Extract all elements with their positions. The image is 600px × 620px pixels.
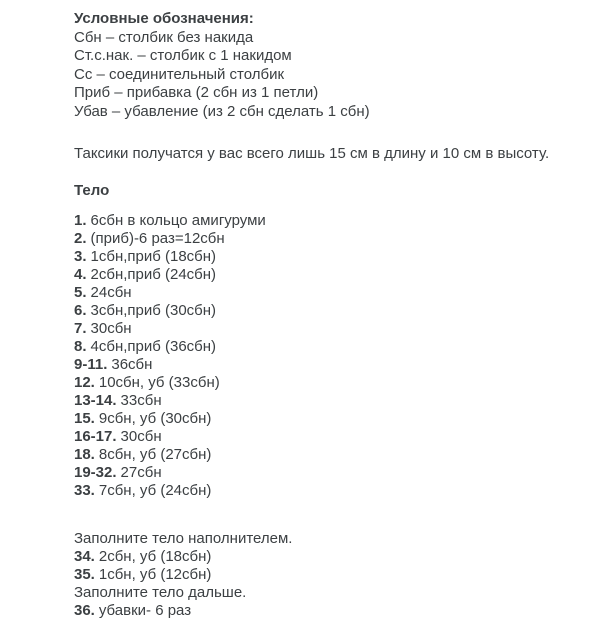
legend-item: Приб – прибавка (2 сбн из 1 петли) (74, 84, 319, 101)
row-text: 24сбн (90, 284, 132, 301)
row-text: 33сбн (120, 392, 162, 409)
instruction-row (74, 230, 580, 248)
row-number: 2. (74, 230, 87, 247)
row-number: 6. (74, 302, 87, 319)
row-text: 7сбн, уб (24сбн) (98, 482, 212, 499)
instruction-row (74, 338, 580, 356)
fill-note-1: Заполните тело наполнителем. (74, 530, 293, 547)
body-instruction-list (74, 212, 580, 500)
section-title-body: Тело (74, 181, 110, 199)
row-text: 30сбн (120, 428, 162, 445)
row-text: 1сбн, уб (12сбн) (98, 566, 212, 583)
row-text: 3сбн,приб (30сбн) (90, 302, 217, 319)
instruction-row (74, 548, 580, 566)
legend-item: Сс – соединительный столбик (74, 65, 285, 83)
instruction-row (74, 212, 580, 230)
row-number: 36. (74, 602, 95, 619)
instruction-row (74, 374, 580, 392)
row-number: 4. (74, 266, 87, 283)
instruction-row (74, 464, 580, 482)
instruction-row (74, 302, 580, 320)
legend-item: Ст.с.нак. – столбик с 1 накидом (74, 47, 292, 64)
row-text: 1сбн,приб (18сбн) (90, 248, 217, 265)
row-text: 6сбн в кольцо амигуруми (90, 212, 266, 229)
instruction-row (74, 566, 580, 584)
finish-instruction-list-1 (74, 548, 580, 584)
row-number: 18. (74, 446, 95, 463)
row-number: 3. (74, 248, 87, 265)
row-number: 7. (74, 320, 87, 337)
row-text: 2сбн, уб (18сбн) (98, 548, 212, 565)
row-number: 9-11. (74, 356, 108, 373)
instruction-row (74, 320, 580, 338)
row-number: 34. (74, 548, 95, 565)
row-number: 35. (74, 566, 95, 583)
instruction-row (74, 356, 580, 374)
row-number: 16-17. (74, 428, 117, 445)
intro-text: Таксики получатся у вас всего лишь 15 см в длину и 10 см в высоту. (74, 145, 550, 162)
legend-item: Сбн – столбик без накида (74, 28, 254, 46)
fill-note-2: Заполните тело дальше. (74, 584, 247, 601)
instruction-row (74, 266, 580, 284)
instruction-row (74, 482, 580, 500)
instruction-row (74, 248, 580, 266)
finish-instruction-list-2 (74, 602, 580, 620)
row-number: 1. (74, 212, 87, 229)
finishing-section (74, 530, 580, 620)
row-text: 30сбн (90, 320, 132, 337)
row-text: убавки- 6 раз (98, 602, 192, 619)
row-number: 12. (74, 374, 95, 391)
legend-section (74, 10, 580, 121)
row-number: 33. (74, 482, 95, 499)
instruction-row (74, 284, 580, 302)
legend-item: Убав – убавление (из 2 сбн сделать 1 сбн) (74, 102, 370, 120)
row-text: 9сбн, уб (30сбн) (98, 410, 212, 427)
row-text: 36сбн (111, 356, 153, 373)
row-text: 10сбн, уб (33сбн) (98, 374, 220, 391)
row-text: (приб)-6 раз=12сбн (90, 230, 225, 247)
instruction-row (74, 602, 580, 620)
instruction-row (74, 410, 580, 428)
row-number: 19-32. (74, 464, 117, 481)
row-number: 15. (74, 410, 95, 427)
instruction-row (74, 446, 580, 464)
legend-title: Условные обозначения: (74, 10, 254, 27)
legend-items (74, 29, 580, 122)
row-number: 13-14. (74, 392, 117, 409)
instruction-row (74, 428, 580, 446)
row-text: 2сбн,приб (24сбн) (90, 266, 217, 283)
row-number: 5. (74, 284, 87, 301)
row-text: 27сбн (120, 464, 162, 481)
row-number: 8. (74, 338, 87, 355)
row-text: 4сбн,приб (36сбн) (90, 338, 217, 355)
instruction-row (74, 392, 580, 410)
row-text: 8сбн, уб (27сбн) (98, 446, 212, 463)
